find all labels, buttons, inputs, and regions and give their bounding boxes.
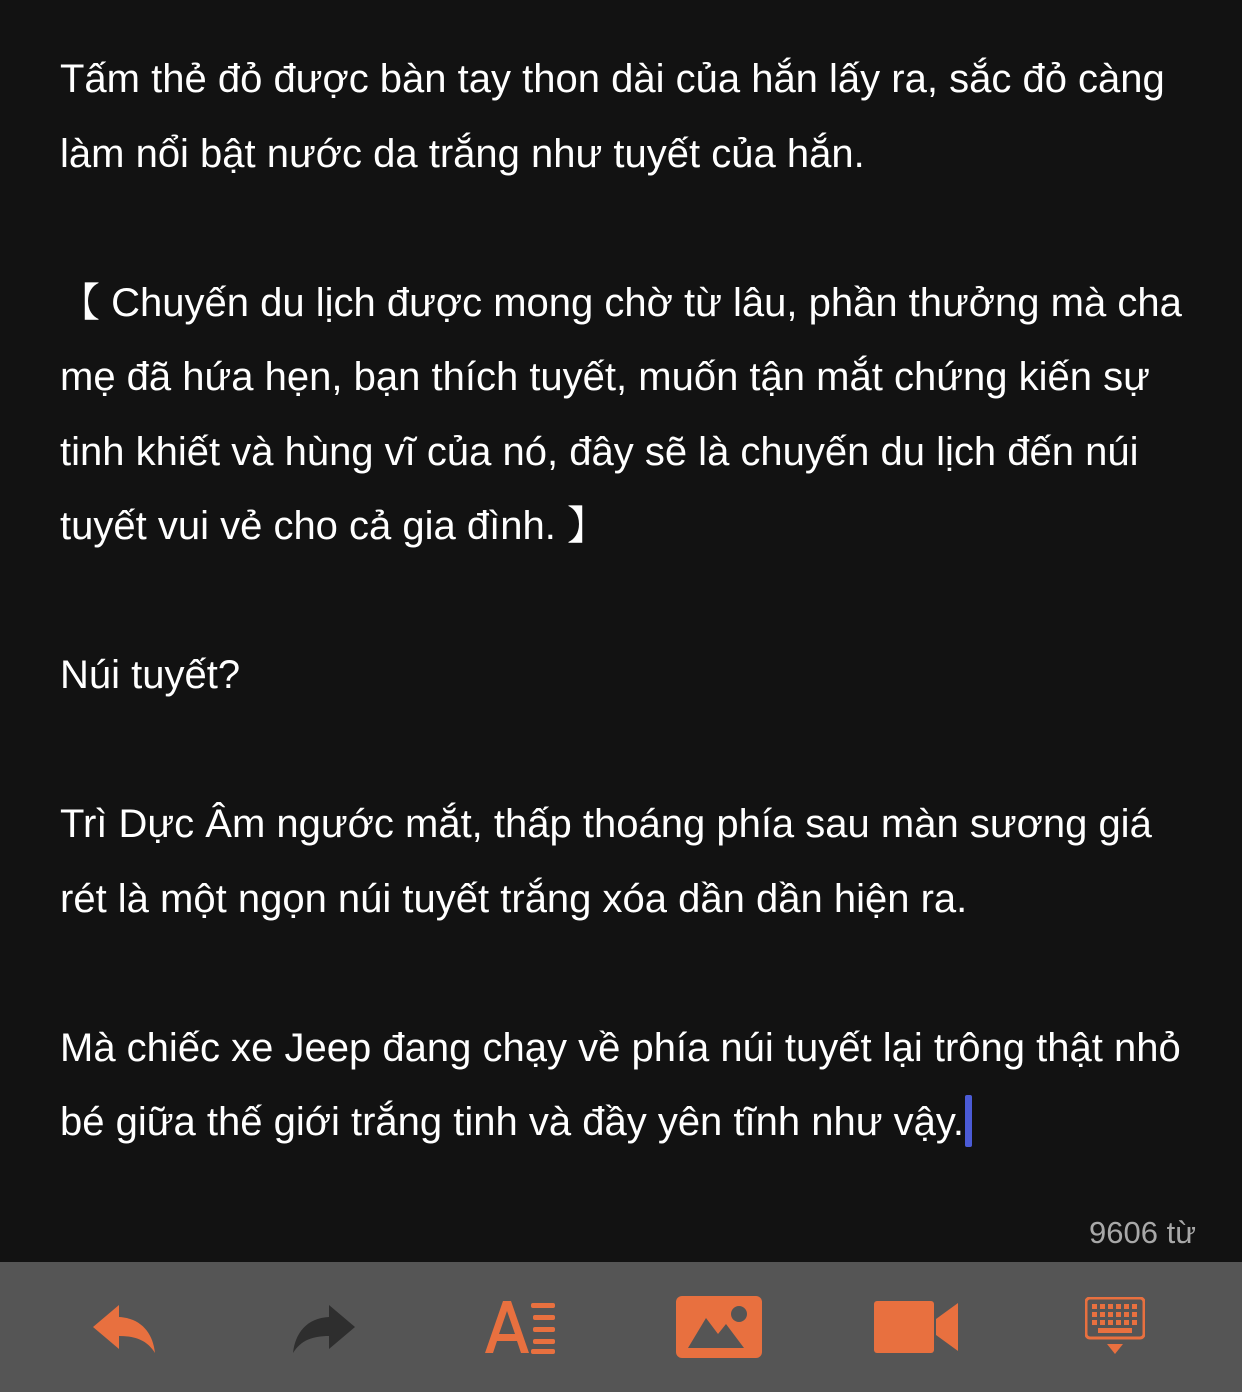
- paragraph-5: [60, 1011, 1195, 1160]
- text-caret: [965, 1095, 972, 1147]
- dismiss-keyboard-button[interactable]: [1050, 1262, 1180, 1392]
- image-icon: [676, 1296, 762, 1358]
- redo-icon: [287, 1297, 359, 1357]
- paragraph-5-text: Mà chiếc xe Jeep đang chạy về phía núi tuyết lại trông thật nhỏ bé giữa thế giới trắng tinh và đầy yên tĩnh như vậy.: [60, 1025, 1181, 1144]
- undo-icon: [89, 1297, 161, 1357]
- keyboard-dismiss-icon: [1085, 1297, 1145, 1357]
- undo-button[interactable]: [60, 1262, 190, 1392]
- text-format-button[interactable]: [456, 1262, 586, 1392]
- insert-image-button[interactable]: [654, 1262, 784, 1392]
- paragraph-4: Trì Dực Âm ngước mắt, thấp thoáng phía sau màn sương giá rét là một ngọn núi tuyết trắng xóa dần dần hiện ra.: [60, 802, 1152, 921]
- insert-video-button[interactable]: [852, 1262, 982, 1392]
- paragraph-3: Núi tuyết?: [60, 653, 241, 697]
- redo-button[interactable]: [258, 1262, 388, 1392]
- paragraph-2: 【 Chuyến du lịch được mong chờ từ lâu, phần thưởng mà cha mẹ đã hứa hẹn, bạn thích tuyết, muốn tận mắt chứng kiến sự tinh khiết và hùng vĩ của nó, đây sẽ là chuyến du lịch đến núi tuyết vui vẻ cho cả gia đình. 】: [60, 280, 1182, 548]
- word-count: 9606 từ: [1089, 1215, 1196, 1250]
- editor-toolbar: [0, 1262, 1242, 1392]
- text-format-icon: [483, 1297, 559, 1357]
- video-camera-icon: [874, 1299, 960, 1355]
- paragraph-1: Tấm thẻ đỏ được bàn tay thon dài của hắn lấy ra, sắc đỏ càng làm nổi bật nước da trắng như tuyết của hắn.: [60, 57, 1165, 176]
- editor-content[interactable]: [60, 42, 1195, 1160]
